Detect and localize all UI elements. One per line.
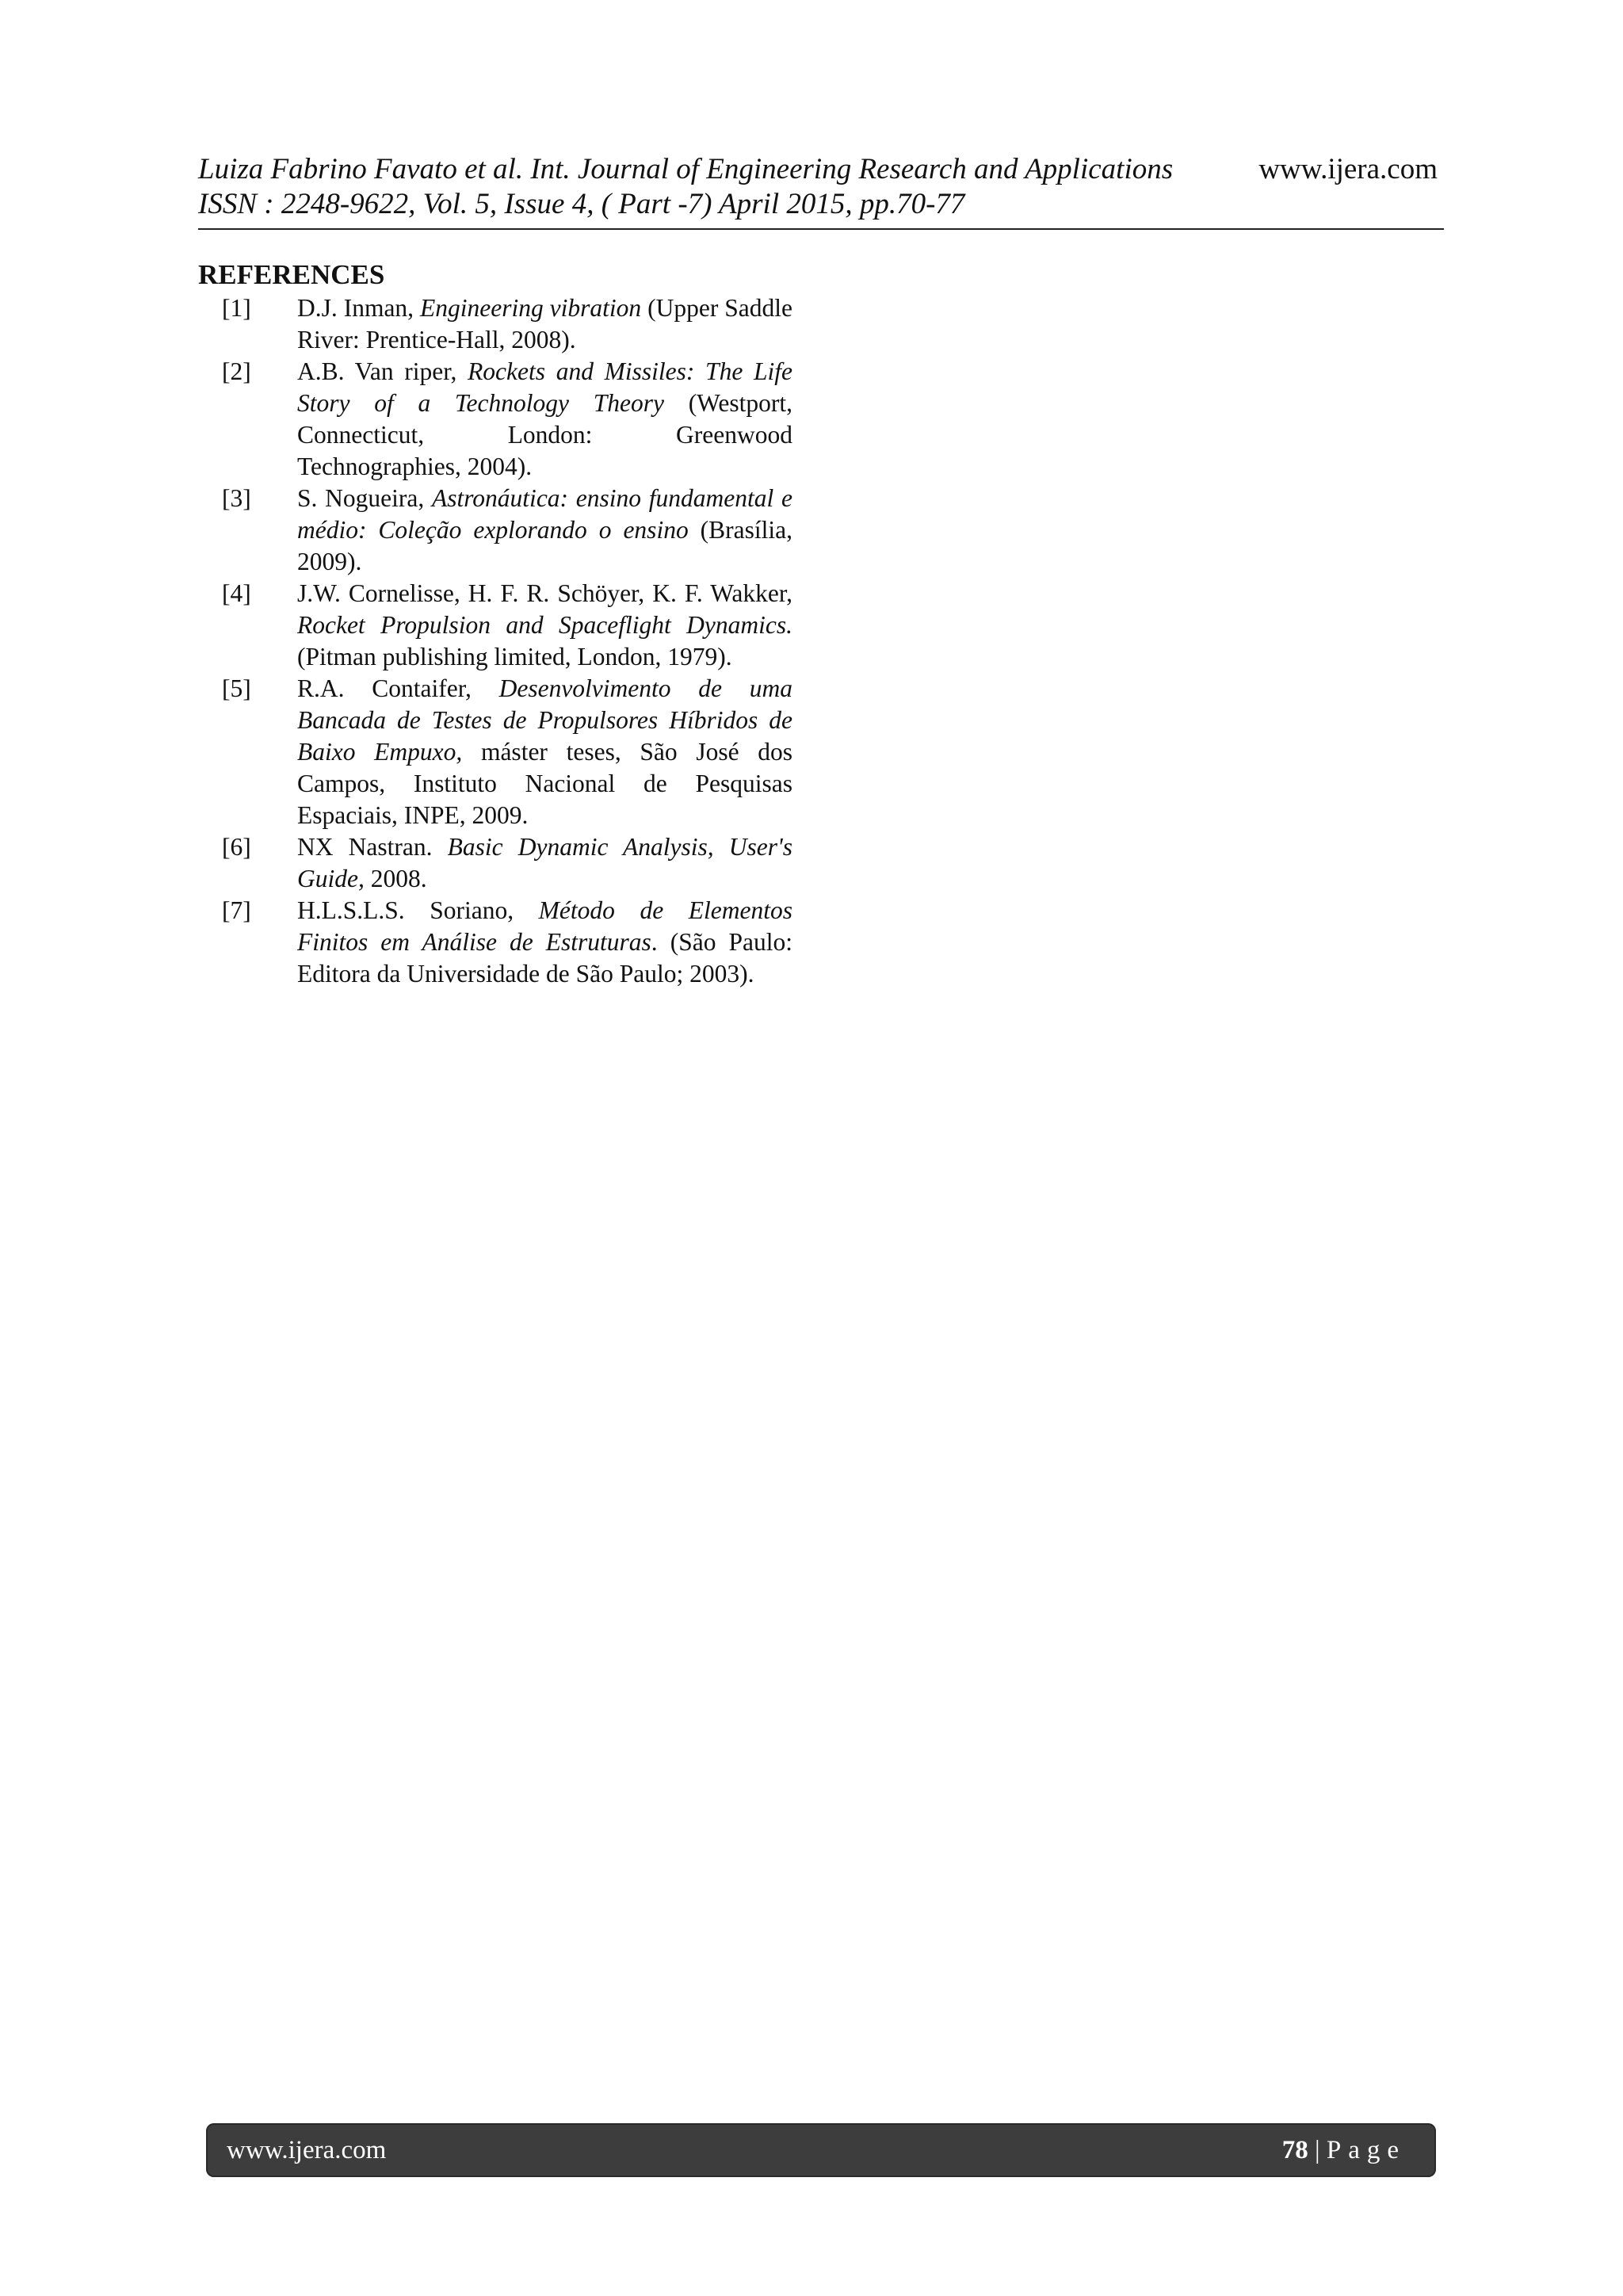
reference-text xyxy=(297,356,792,483)
reference-title: Desenvolvimento de uma Bancada de Testes de Propulsores Híbridos de Baixo Empuxo, xyxy=(297,674,792,766)
reference-text xyxy=(297,483,792,578)
reference-title: Rocket Propulsion and Spaceflight Dynamics. xyxy=(297,611,792,639)
reference-detail: (Brasília, 2009). xyxy=(297,516,792,575)
issn-line: ISSN : 2248-9622, Vol. 5, Issue 4, ( Part -7) April 2015, pp.70-77 xyxy=(198,188,965,220)
reference-item xyxy=(198,895,792,990)
journal-citation: Luiza Fabrino Favato et al. Int. Journal of Engineering Research and Applications xyxy=(198,153,1174,185)
reference-item xyxy=(198,292,792,356)
reference-detail: R.A. Contaifer, xyxy=(297,674,499,702)
reference-title: Astronáutica: ensino fundamental e médio: Coleção explorando o ensino xyxy=(297,484,792,544)
reference-text xyxy=(297,578,792,673)
reference-detail: D.J. Inman, xyxy=(297,294,420,322)
reference-item xyxy=(198,831,792,895)
page-separator: | xyxy=(1308,2136,1327,2164)
reference-number: [4] xyxy=(222,579,251,607)
reference-title: Basic Dynamic Analysis, User's Guide, xyxy=(297,833,792,892)
reference-detail: NX Nastran. xyxy=(297,833,448,861)
reference-detail: A.B. Van riper, xyxy=(297,357,468,385)
reference-detail: 2008. xyxy=(364,865,427,892)
page-header xyxy=(198,152,1442,231)
reference-text xyxy=(297,831,792,895)
reference-detail: máster teses, São José dos Campos, Instituto Nacional de Pesquisas Espaciais, INPE, 2009. xyxy=(297,738,793,829)
reference-number: [1] xyxy=(222,294,251,322)
reference-number: [2] xyxy=(222,357,251,385)
reference-item xyxy=(198,356,792,483)
reference-item xyxy=(198,578,792,673)
reference-item xyxy=(198,483,792,578)
reference-number: [5] xyxy=(222,674,251,702)
reference-text xyxy=(297,673,792,831)
reference-item xyxy=(198,673,792,831)
reference-title: Rockets and Missiles: The Life Story of a Technology Theory xyxy=(297,357,792,417)
reference-title: Engineering vibration xyxy=(420,294,642,322)
reference-detail: J.W. Cornelisse, H. F. R. Schöyer, K. F. Wakker, xyxy=(297,579,792,607)
footer-url-link[interactable]: www.ijera.com xyxy=(227,2136,387,2164)
header-url-link[interactable]: www.ijera.com xyxy=(1258,153,1438,185)
references-section xyxy=(198,258,792,990)
reference-detail: (Westport, Connecticut, London: Greenwood Technographies, 2004). xyxy=(297,389,793,480)
references-heading: REFERENCES xyxy=(198,259,385,290)
reference-detail: (Upper Saddle River: Prentice-Hall, 2008). xyxy=(297,294,792,353)
reference-text xyxy=(297,292,792,356)
page-label: Page xyxy=(1326,2136,1406,2164)
reference-number: [6] xyxy=(222,833,251,861)
reference-number: [3] xyxy=(222,484,251,512)
page-indicator xyxy=(1282,2134,1406,2167)
reference-detail: S. Nogueira, xyxy=(297,484,432,512)
reference-list xyxy=(198,292,792,990)
page-footer xyxy=(206,2123,1436,2177)
header-divider xyxy=(198,228,1444,230)
reference-number: [7] xyxy=(222,896,251,924)
reference-detail: H.L.S.L.S. Soriano, xyxy=(297,896,539,924)
reference-title: Método de Elementos Finitos em Análise de Estruturas xyxy=(297,896,792,956)
reference-detail: (Pitman publishing limited, London, 1979). xyxy=(297,643,732,670)
reference-detail: . (São Paulo: Editora da Universidade de São Paulo; 2003). xyxy=(297,928,792,988)
reference-text xyxy=(297,895,792,990)
page-number: 78 xyxy=(1281,2136,1308,2164)
